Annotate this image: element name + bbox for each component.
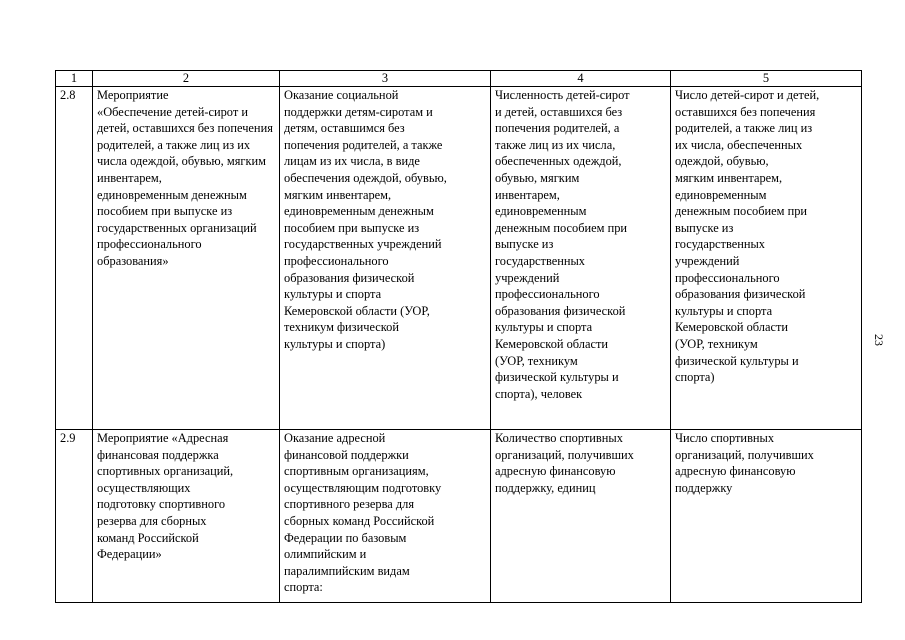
activity-description: Оказание социальной поддержки детям-сиротам и детям, оставшимся без попечения родителей, а также лицам из их числа, в виде обеспечения одеждой, обувью, мягким инвентарем, единовременным денежным пособием при выпуске из государственных учреждений профессионального образования физической культуры и спорта Кемеровской области (УОР, техникум физической культуры и спорта) (280, 87, 491, 430)
header-cell-3: 3 (280, 71, 491, 87)
table-header-row (56, 71, 862, 87)
row-number: 2.8 (56, 87, 93, 430)
indicator-method: Число детей-сирот и детей, оставшихся без попечения родителей, а также лиц из их числа, обеспеченных одеждой, обувью, мягким инвентарем, единовременным денежным пособием при выпуске из государственных учреждений профессионального образования физической культуры и спорта Кемеровской области (УОР, техникум физической культуры и спорта) (671, 87, 862, 430)
page-number: 23 (872, 334, 886, 346)
activity-name: Мероприятие «Обеспечение детей-сирот и детей, оставшихся без попечения родителей, а также лиц из их числа одеждой, обувью, мягким инвентарем, единовременным денежным пособием при выпуске из государственных организаций профессионального образования» (93, 87, 280, 430)
program-table (55, 70, 862, 603)
header-cell-1: 1 (56, 71, 93, 87)
indicator-name: Численность детей-сирот и детей, оставшихся без попечения родителей, а также лиц из их числа, обеспеченных одеждой, обувью, мягким инвентарем, единовременным денежным пособием при выпуске из государственных учреждений профессионального образования физической культуры и спорта Кемеровской области (УОР, техникум физической культуры и спорта), человек (491, 87, 671, 430)
indicator-method: Число спортивных организаций, получивших адресную финансовую поддержку (671, 430, 862, 603)
activity-name: Мероприятие «Адресная финансовая поддержка спортивных организаций, осуществляющих подготовку спортивного резерва для сборных команд Российской Федерации» (93, 430, 280, 603)
header-cell-5: 5 (671, 71, 862, 87)
activity-description: Оказание адресной финансовой поддержки спортивным организациям, осуществляющим подготовку спортивного резерва для сборных команд Российской Федерации по базовым олимпийским и паралимпийским видам спорта: (280, 430, 491, 603)
indicator-name: Количество спортивных организаций, получивших адресную финансовую поддержку, единиц (491, 430, 671, 603)
header-cell-4: 4 (491, 71, 671, 87)
header-cell-2: 2 (93, 71, 280, 87)
table-row (56, 430, 862, 603)
row-number: 2.9 (56, 430, 93, 603)
table-row (56, 87, 862, 430)
